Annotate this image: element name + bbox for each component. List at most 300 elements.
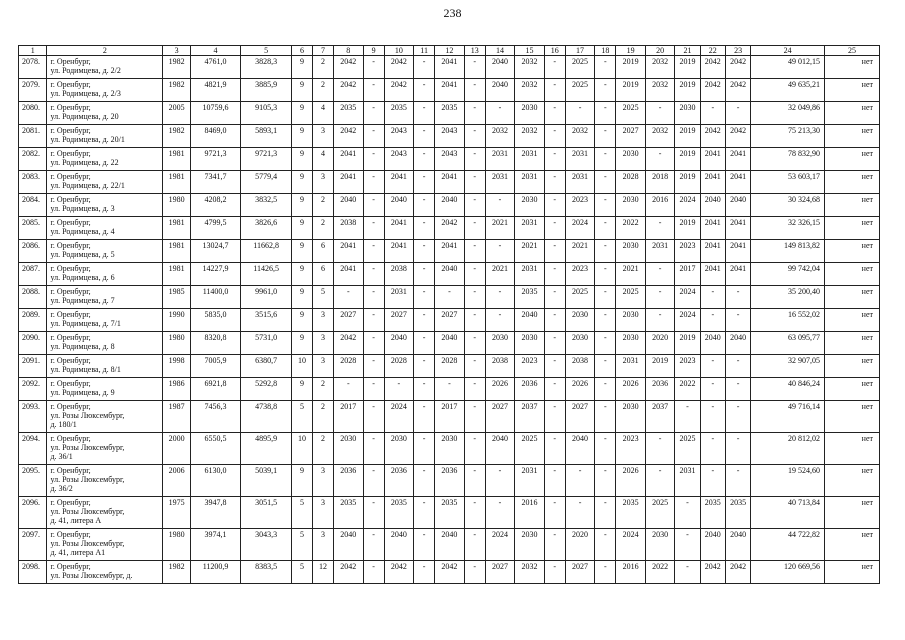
value-cell: 4208,2: [190, 194, 241, 217]
value-cell: 9: [291, 240, 312, 263]
value-cell: -: [363, 171, 384, 194]
value-cell: 2042: [334, 79, 364, 102]
address-line: д. 180/1: [50, 420, 77, 429]
value-cell: 2035: [384, 497, 414, 529]
value-cell: 1980: [163, 332, 190, 355]
value-cell: 2042: [725, 125, 750, 148]
value-cell: -: [414, 309, 435, 332]
address-line: ул. Родимцева, д. 3: [50, 204, 115, 213]
value-cell: 9: [291, 148, 312, 171]
value-cell: -: [595, 378, 616, 401]
value-cell: -: [675, 561, 700, 584]
value-cell: 2019: [675, 332, 700, 355]
address-line: г. Оренбург,: [50, 172, 91, 181]
address-line: г. Оренбург,: [50, 466, 91, 475]
address-line: г. Оренбург,: [50, 562, 91, 571]
value-cell: -: [595, 194, 616, 217]
value-cell: 2024: [675, 194, 700, 217]
flag-cell: нет: [824, 401, 879, 433]
value-cell: 2032: [485, 125, 515, 148]
value-cell: -: [464, 79, 485, 102]
table-row: [19, 529, 880, 561]
value-cell: 3051,5: [241, 497, 292, 529]
address-line: д. 36/2: [50, 484, 73, 493]
cost-cell: 63 095,77: [751, 332, 825, 355]
value-cell: -: [675, 497, 700, 529]
value-cell: 2017: [675, 263, 700, 286]
address-line: ул. Родимцева, д. 4: [50, 227, 115, 236]
column-number-header: 9: [363, 46, 384, 56]
value-cell: -: [485, 465, 515, 497]
address-line: ул. Родимцева, д. 20/1: [50, 135, 125, 144]
row-number-cell: 2098.: [19, 561, 47, 584]
value-cell: -: [700, 401, 725, 433]
value-cell: 2028: [616, 171, 646, 194]
value-cell: -: [595, 102, 616, 125]
value-cell: -: [363, 263, 384, 286]
flag-cell: нет: [824, 309, 879, 332]
value-cell: 2040: [725, 529, 750, 561]
value-cell: 4: [312, 102, 333, 125]
value-cell: -: [414, 529, 435, 561]
value-cell: 2019: [675, 56, 700, 79]
value-cell: 2043: [435, 148, 465, 171]
value-cell: 2031: [616, 355, 646, 378]
value-cell: 1980: [163, 194, 190, 217]
value-cell: 2021: [616, 263, 646, 286]
value-cell: 2019: [616, 56, 646, 79]
value-cell: -: [544, 561, 565, 584]
value-cell: 2022: [645, 561, 675, 584]
value-cell: -: [645, 286, 675, 309]
value-cell: 2040: [435, 332, 465, 355]
value-cell: -: [595, 529, 616, 561]
value-cell: -: [414, 148, 435, 171]
value-cell: -: [464, 171, 485, 194]
row-number-cell: 2090.: [19, 332, 47, 355]
value-cell: 2020: [645, 332, 675, 355]
value-cell: 9: [291, 217, 312, 240]
value-cell: 2: [312, 79, 333, 102]
cost-cell: 30 324,68: [751, 194, 825, 217]
cost-cell: 99 742,04: [751, 263, 825, 286]
value-cell: 2042: [435, 561, 465, 584]
value-cell: 4799,5: [190, 217, 241, 240]
value-cell: 2035: [384, 102, 414, 125]
value-cell: 2019: [616, 79, 646, 102]
value-cell: -: [485, 240, 515, 263]
value-cell: -: [363, 497, 384, 529]
address-cell: [47, 56, 163, 79]
value-cell: 2042: [334, 332, 364, 355]
address-line: г. Оренбург,: [50, 80, 91, 89]
value-cell: -: [595, 148, 616, 171]
value-cell: 2041: [725, 263, 750, 286]
cost-cell: 20 812,02: [751, 433, 825, 465]
value-cell: -: [435, 378, 465, 401]
value-cell: -: [464, 194, 485, 217]
value-cell: 2022: [675, 378, 700, 401]
address-line: г. Оренбург,: [50, 333, 91, 342]
value-cell: 2042: [725, 56, 750, 79]
value-cell: -: [464, 433, 485, 465]
value-cell: -: [414, 378, 435, 401]
value-cell: -: [363, 56, 384, 79]
value-cell: -: [544, 401, 565, 433]
table-row: [19, 102, 880, 125]
value-cell: 5731,0: [241, 332, 292, 355]
value-cell: -: [725, 286, 750, 309]
address-cell: [47, 355, 163, 378]
column-number-header: 21: [675, 46, 700, 56]
value-cell: -: [464, 465, 485, 497]
value-cell: -: [595, 332, 616, 355]
address-line: ул. Розы Люксембург,: [50, 411, 125, 420]
table-row: [19, 217, 880, 240]
value-cell: 1981: [163, 171, 190, 194]
value-cell: 4: [312, 148, 333, 171]
value-cell: 2042: [725, 561, 750, 584]
address-line: г. Оренбург,: [50, 434, 91, 443]
column-number-header: 24: [751, 46, 825, 56]
value-cell: -: [725, 465, 750, 497]
value-cell: -: [464, 355, 485, 378]
value-cell: 2026: [616, 465, 646, 497]
flag-cell: нет: [824, 240, 879, 263]
column-number-header: 23: [725, 46, 750, 56]
value-cell: 2040: [435, 529, 465, 561]
value-cell: -: [363, 309, 384, 332]
address-cell: [47, 240, 163, 263]
value-cell: -: [595, 465, 616, 497]
value-cell: 10: [291, 355, 312, 378]
value-cell: -: [645, 102, 675, 125]
column-number-header: 3: [163, 46, 190, 56]
address-cell: [47, 125, 163, 148]
value-cell: 9: [291, 125, 312, 148]
value-cell: -: [544, 355, 565, 378]
value-cell: 2006: [163, 465, 190, 497]
value-cell: 1980: [163, 529, 190, 561]
address-cell: [47, 102, 163, 125]
value-cell: -: [414, 56, 435, 79]
value-cell: -: [485, 309, 515, 332]
value-cell: 2019: [675, 148, 700, 171]
value-cell: 2030: [334, 433, 364, 465]
value-cell: 2027: [384, 309, 414, 332]
column-number-header: 17: [565, 46, 595, 56]
value-cell: 1982: [163, 56, 190, 79]
address-line: ул. Родимцева, д. 6: [50, 273, 115, 282]
value-cell: -: [363, 465, 384, 497]
value-cell: 2023: [565, 194, 595, 217]
value-cell: 2021: [485, 263, 515, 286]
value-cell: -: [544, 286, 565, 309]
value-cell: -: [595, 56, 616, 79]
value-cell: -: [565, 497, 595, 529]
value-cell: 2041: [435, 79, 465, 102]
value-cell: 2042: [384, 56, 414, 79]
row-number-cell: 2085.: [19, 217, 47, 240]
address-line: г. Оренбург,: [50, 57, 91, 66]
value-cell: 3974,1: [190, 529, 241, 561]
value-cell: -: [384, 378, 414, 401]
column-number-header: 16: [544, 46, 565, 56]
value-cell: 5893,1: [241, 125, 292, 148]
value-cell: 9: [291, 309, 312, 332]
value-cell: 2042: [334, 125, 364, 148]
value-cell: 7341,7: [190, 171, 241, 194]
value-cell: 2026: [565, 378, 595, 401]
column-number-header: 2: [47, 46, 163, 56]
cost-cell: 53 603,17: [751, 171, 825, 194]
value-cell: 2030: [515, 194, 545, 217]
address-line: ул. Розы Люксембург,: [50, 539, 125, 548]
value-cell: 2027: [565, 561, 595, 584]
table-row: [19, 240, 880, 263]
address-line: ул. Родимцева, д. 8: [50, 342, 115, 351]
value-cell: -: [544, 79, 565, 102]
value-cell: -: [595, 433, 616, 465]
value-cell: 2041: [700, 240, 725, 263]
value-cell: -: [544, 194, 565, 217]
value-cell: -: [414, 102, 435, 125]
value-cell: -: [544, 148, 565, 171]
value-cell: 4738,8: [241, 401, 292, 433]
table-row: [19, 56, 880, 79]
value-cell: 13024,7: [190, 240, 241, 263]
value-cell: 1981: [163, 263, 190, 286]
value-cell: 2035: [334, 102, 364, 125]
value-cell: 2030: [616, 309, 646, 332]
value-cell: 2: [312, 433, 333, 465]
address-line: ул. Родимцева, д. 22: [50, 158, 119, 167]
flag-cell: нет: [824, 529, 879, 561]
address-line: г. Оренбург,: [50, 287, 91, 296]
value-cell: -: [464, 332, 485, 355]
value-cell: -: [544, 125, 565, 148]
value-cell: -: [464, 529, 485, 561]
address-cell: [47, 217, 163, 240]
value-cell: 2035: [616, 497, 646, 529]
column-number-header: 5: [241, 46, 292, 56]
flag-cell: нет: [824, 378, 879, 401]
value-cell: -: [363, 240, 384, 263]
flag-cell: нет: [824, 355, 879, 378]
value-cell: 2041: [725, 217, 750, 240]
flag-cell: нет: [824, 433, 879, 465]
value-cell: -: [485, 102, 515, 125]
address-line: д. 41, литера А: [50, 516, 102, 525]
value-cell: -: [675, 529, 700, 561]
value-cell: 1975: [163, 497, 190, 529]
address-cell: [47, 497, 163, 529]
value-cell: -: [700, 378, 725, 401]
value-cell: 2: [312, 217, 333, 240]
value-cell: 2040: [515, 309, 545, 332]
value-cell: 2035: [725, 497, 750, 529]
value-cell: 11662,8: [241, 240, 292, 263]
value-cell: 5: [291, 401, 312, 433]
value-cell: 2023: [616, 433, 646, 465]
value-cell: 2016: [515, 497, 545, 529]
value-cell: 2035: [435, 102, 465, 125]
value-cell: 11426,5: [241, 263, 292, 286]
value-cell: 1981: [163, 148, 190, 171]
value-cell: 9: [291, 378, 312, 401]
value-cell: 2041: [384, 171, 414, 194]
value-cell: 9: [291, 171, 312, 194]
page-number: 238: [443, 6, 462, 20]
value-cell: 2030: [435, 433, 465, 465]
value-cell: -: [700, 433, 725, 465]
column-number-header: 10: [384, 46, 414, 56]
value-cell: 2031: [565, 148, 595, 171]
value-cell: 2018: [645, 171, 675, 194]
value-cell: 2042: [700, 79, 725, 102]
flag-cell: нет: [824, 102, 879, 125]
column-number-header: 14: [485, 46, 515, 56]
value-cell: 2040: [435, 194, 465, 217]
value-cell: -: [544, 378, 565, 401]
value-cell: 2030: [616, 240, 646, 263]
value-cell: 3515,6: [241, 309, 292, 332]
value-cell: -: [363, 217, 384, 240]
value-cell: 2027: [485, 561, 515, 584]
address-cell: [47, 332, 163, 355]
value-cell: -: [414, 79, 435, 102]
value-cell: -: [414, 217, 435, 240]
table-row: [19, 433, 880, 465]
value-cell: -: [645, 217, 675, 240]
table-row: [19, 561, 880, 584]
value-cell: 2043: [435, 125, 465, 148]
value-cell: 2031: [565, 171, 595, 194]
value-cell: 8383,5: [241, 561, 292, 584]
address-line: ул. Родимцева, д. 2/3: [50, 89, 121, 98]
value-cell: 2035: [515, 286, 545, 309]
value-cell: 11200,9: [190, 561, 241, 584]
value-cell: 8469,0: [190, 125, 241, 148]
value-cell: 2024: [616, 529, 646, 561]
address-cell: [47, 79, 163, 102]
value-cell: 2: [312, 378, 333, 401]
value-cell: 2040: [334, 529, 364, 561]
value-cell: 2040: [700, 332, 725, 355]
value-cell: 3: [312, 171, 333, 194]
value-cell: 2036: [334, 465, 364, 497]
column-number-header: 4: [190, 46, 241, 56]
table-row: [19, 355, 880, 378]
value-cell: 2038: [565, 355, 595, 378]
value-cell: 2040: [384, 332, 414, 355]
value-cell: 5835,0: [190, 309, 241, 332]
value-cell: 2041: [334, 148, 364, 171]
value-cell: 2031: [515, 217, 545, 240]
value-cell: -: [645, 309, 675, 332]
value-cell: 2025: [645, 497, 675, 529]
value-cell: 2024: [565, 217, 595, 240]
cost-cell: 32 326,15: [751, 217, 825, 240]
value-cell: 2026: [485, 378, 515, 401]
value-cell: 2032: [645, 125, 675, 148]
value-cell: 5: [291, 497, 312, 529]
value-cell: 9: [291, 194, 312, 217]
cost-cell: 78 832,90: [751, 148, 825, 171]
value-cell: 1987: [163, 401, 190, 433]
value-cell: 2042: [384, 561, 414, 584]
value-cell: -: [414, 286, 435, 309]
value-cell: 2025: [616, 286, 646, 309]
value-cell: -: [675, 401, 700, 433]
value-cell: 3828,3: [241, 56, 292, 79]
value-cell: -: [363, 194, 384, 217]
table-body: [19, 56, 880, 584]
value-cell: -: [544, 465, 565, 497]
value-cell: 2042: [725, 79, 750, 102]
address-line: г. Оренбург,: [50, 264, 91, 273]
value-cell: -: [464, 263, 485, 286]
address-line: ул. Родимцева, д. 5: [50, 250, 115, 259]
value-cell: -: [485, 286, 515, 309]
value-cell: 2040: [485, 56, 515, 79]
row-number-cell: 2081.: [19, 125, 47, 148]
value-cell: 2021: [485, 217, 515, 240]
flag-cell: нет: [824, 79, 879, 102]
value-cell: 2040: [384, 194, 414, 217]
address-line: г. Оренбург,: [50, 149, 91, 158]
table-row: [19, 263, 880, 286]
housing-register-table: [18, 45, 880, 584]
value-cell: -: [544, 102, 565, 125]
table-row: [19, 465, 880, 497]
table-row: [19, 332, 880, 355]
value-cell: -: [544, 240, 565, 263]
value-cell: -: [435, 286, 465, 309]
address-line: г. Оренбург,: [50, 126, 91, 135]
value-cell: 2031: [485, 171, 515, 194]
value-cell: 2040: [700, 194, 725, 217]
address-cell: [47, 433, 163, 465]
flag-cell: нет: [824, 217, 879, 240]
column-number-header: 18: [595, 46, 616, 56]
value-cell: 2032: [515, 125, 545, 148]
flag-cell: нет: [824, 465, 879, 497]
value-cell: 11400,0: [190, 286, 241, 309]
value-cell: 5: [291, 561, 312, 584]
value-cell: 2042: [700, 56, 725, 79]
value-cell: 2021: [515, 240, 545, 263]
address-line: ул. Розы Люксембург,: [50, 507, 125, 516]
value-cell: 5779,4: [241, 171, 292, 194]
flag-cell: нет: [824, 332, 879, 355]
value-cell: 1981: [163, 217, 190, 240]
value-cell: 1990: [163, 309, 190, 332]
address-line: г. Оренбург,: [50, 498, 91, 507]
value-cell: -: [414, 465, 435, 497]
value-cell: 2032: [645, 79, 675, 102]
value-cell: 6550,5: [190, 433, 241, 465]
value-cell: 2041: [700, 217, 725, 240]
value-cell: 8320,8: [190, 332, 241, 355]
table-row: [19, 79, 880, 102]
value-cell: 14227,9: [190, 263, 241, 286]
value-cell: -: [645, 263, 675, 286]
value-cell: 5: [312, 286, 333, 309]
value-cell: 2023: [675, 355, 700, 378]
value-cell: 2022: [616, 217, 646, 240]
column-number-header: 20: [645, 46, 675, 56]
